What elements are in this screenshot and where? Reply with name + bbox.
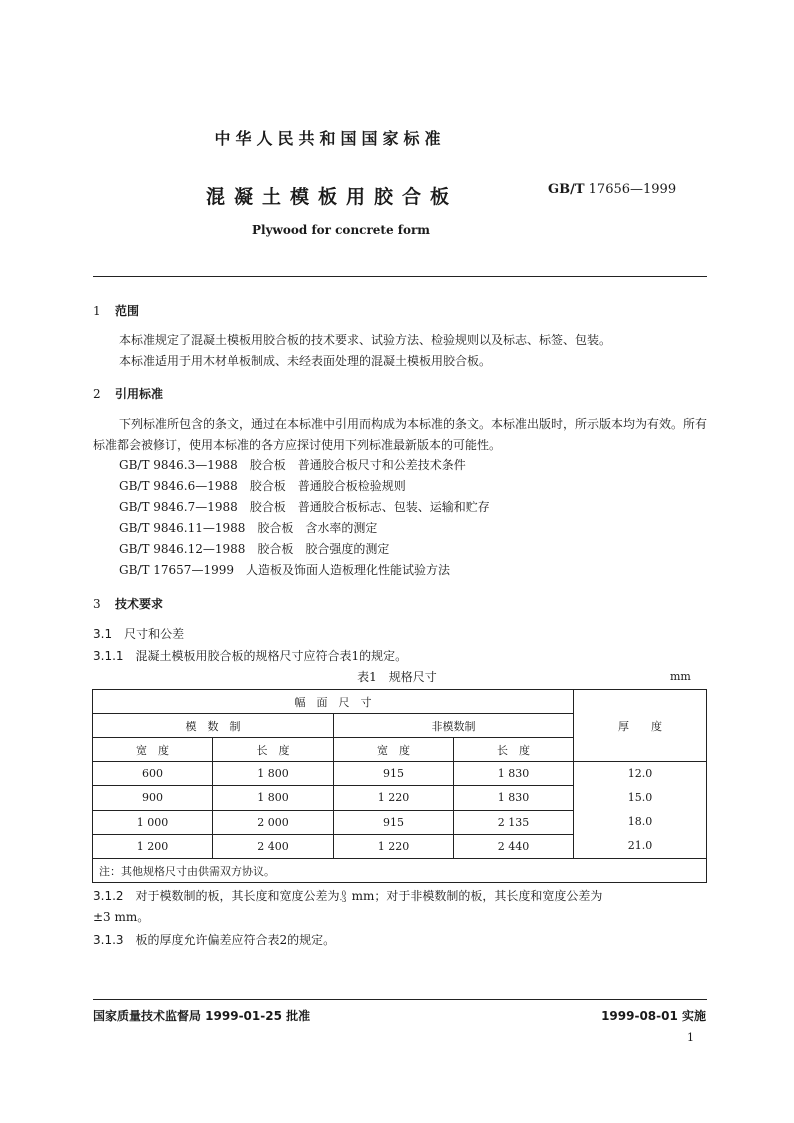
standard-prefix: GB/T	[548, 182, 585, 197]
reference-item: GB/T 9846.6—1988 胶合板 普通胶合板检验规则	[119, 479, 406, 493]
clause-3-1-2-text-a: 对于模数制的板，其长度和宽度公差为	[135, 889, 340, 903]
clause-3-1-1-text: 混凝土模板用胶合板的规格尺寸应符合表1的规定。	[135, 649, 408, 663]
clause-3-1-2-number: 3.1.2	[93, 889, 124, 903]
header-area: 幅 面 尺 寸	[93, 690, 574, 714]
section-2-title: 引用标准	[115, 387, 164, 401]
approval-line: 国家质量技术监督局 1999-01-25 批准	[93, 1009, 311, 1023]
cell-nonmodular-length: 2 440	[454, 834, 574, 858]
cell-nonmodular-length: 1 830	[454, 786, 574, 810]
thickness-value: 21.0	[627, 839, 653, 852]
section-1-paragraph-2: 本标准适用于用木材单板制成、未经表面处理的混凝土模板用胶合板。	[119, 354, 492, 368]
section-3-number: 3	[93, 597, 101, 611]
tolerance-lower: -3	[339, 895, 347, 904]
cell-modular-length: 1 800	[213, 762, 334, 786]
cell-nonmodular-length: 2 135	[454, 810, 574, 834]
section-3-heading	[93, 595, 163, 612]
reference-item: GB/T 9846.3—1988 胶合板 普通胶合板尺寸和公差技术条件	[119, 458, 466, 472]
english-title: Plywood for concrete form	[252, 223, 430, 237]
thickness-value: 15.0	[627, 791, 653, 804]
implementation-line: 1999-08-01 实施	[601, 1009, 706, 1023]
clause-3-1-3-text: 板的厚度允许偏差应符合表2的规定。	[135, 933, 336, 947]
header-nonmodular: 非模数制	[334, 714, 574, 738]
header-modular-width: 宽 度	[93, 738, 213, 762]
section-2-intro: 下列标准所包含的条文，通过在本标准中引用而构成为本标准的条文。本标准出版时，所示版本均为有效。所有标准都会被修订，使用本标准的各方应探讨使用下列标准最新版本的可能性。	[93, 417, 708, 452]
section-1-heading	[93, 302, 139, 319]
tolerance-upper: 0	[341, 889, 347, 898]
national-standard-label: 中华人民共和国国家标准	[214, 129, 446, 148]
reference-item: GB/T 9846.11—1988 胶合板 含水率的测定	[119, 521, 378, 535]
header-nonmodular-length: 长 度	[454, 738, 574, 762]
clause-3-1-2-continued: ±3 mm。	[93, 910, 150, 924]
cell-modular-width: 900	[93, 786, 213, 810]
cell-modular-length: 2 400	[213, 834, 334, 858]
cell-thickness-list	[574, 762, 707, 859]
section-1-number: 1	[93, 304, 101, 318]
header-nonmodular-width: 宽 度	[334, 738, 454, 762]
table-1-dimensions	[92, 689, 707, 883]
tolerance-superscript	[340, 891, 352, 903]
clause-3-1-1-number: 3.1.1	[93, 649, 124, 663]
header-modular-length: 长 度	[213, 738, 334, 762]
clause-3-1-3-number: 3.1.3	[93, 933, 124, 947]
clause-3-1-1	[93, 647, 407, 664]
clause-3-1	[93, 625, 184, 642]
reference-item: GB/T 17657—1999 人造板及饰面人造板理化性能试验方法	[119, 563, 450, 577]
section-2-number: 2	[93, 387, 101, 401]
cell-modular-width: 1 200	[93, 834, 213, 858]
cell-modular-length: 1 800	[213, 786, 334, 810]
section-2-heading	[93, 385, 163, 402]
footer-divider	[93, 999, 707, 1000]
table-note: 注：其他规格尺寸由供需双方协议。	[93, 859, 707, 883]
table-1-unit: mm	[670, 670, 691, 683]
clause-3-1-3	[93, 931, 335, 948]
cell-modular-length: 2 000	[213, 810, 334, 834]
reference-item: GB/T 9846.7—1988 胶合板 普通胶合板标志、包装、运输和贮存	[119, 500, 490, 514]
header-modular: 模 数 制	[93, 714, 334, 738]
clause-3-1-2	[93, 886, 707, 907]
section-1-paragraph-1: 本标准规定了混凝土模板用胶合板的技术要求、试验方法、检验规则以及标志、标签、包装。	[119, 333, 612, 347]
cell-nonmodular-length: 1 830	[454, 762, 574, 786]
section-1-title: 范围	[115, 304, 140, 318]
document-title: 混凝土模板用胶合板	[205, 186, 458, 208]
reference-item: GB/T 9846.12—1988 胶合板 胶合强度的测定	[119, 542, 390, 556]
cell-nonmodular-width: 915	[334, 810, 454, 834]
header-divider	[93, 276, 707, 277]
clause-3-1-2-text-b: mm；对于非模数制的板，其长度和宽度公差为	[351, 889, 603, 903]
page-number: 1	[687, 1031, 694, 1044]
cell-nonmodular-width: 1 220	[334, 786, 454, 810]
thickness-value: 12.0	[627, 767, 653, 780]
section-3-title: 技术要求	[115, 597, 164, 611]
table-1-caption: 表1 规格尺寸	[357, 670, 437, 684]
standard-number	[548, 182, 676, 197]
cell-modular-width: 600	[93, 762, 213, 786]
standard-code: 17656—1999	[588, 182, 677, 197]
table-row	[93, 762, 707, 786]
clause-3-1-number: 3.1	[93, 627, 113, 641]
header-thickness: 厚 度	[574, 690, 707, 762]
thickness-value: 18.0	[627, 815, 653, 828]
cell-nonmodular-width: 915	[334, 762, 454, 786]
cell-modular-width: 1 000	[93, 810, 213, 834]
clause-3-1-text: 尺寸和公差	[124, 627, 185, 641]
cell-nonmodular-width: 1 220	[334, 834, 454, 858]
